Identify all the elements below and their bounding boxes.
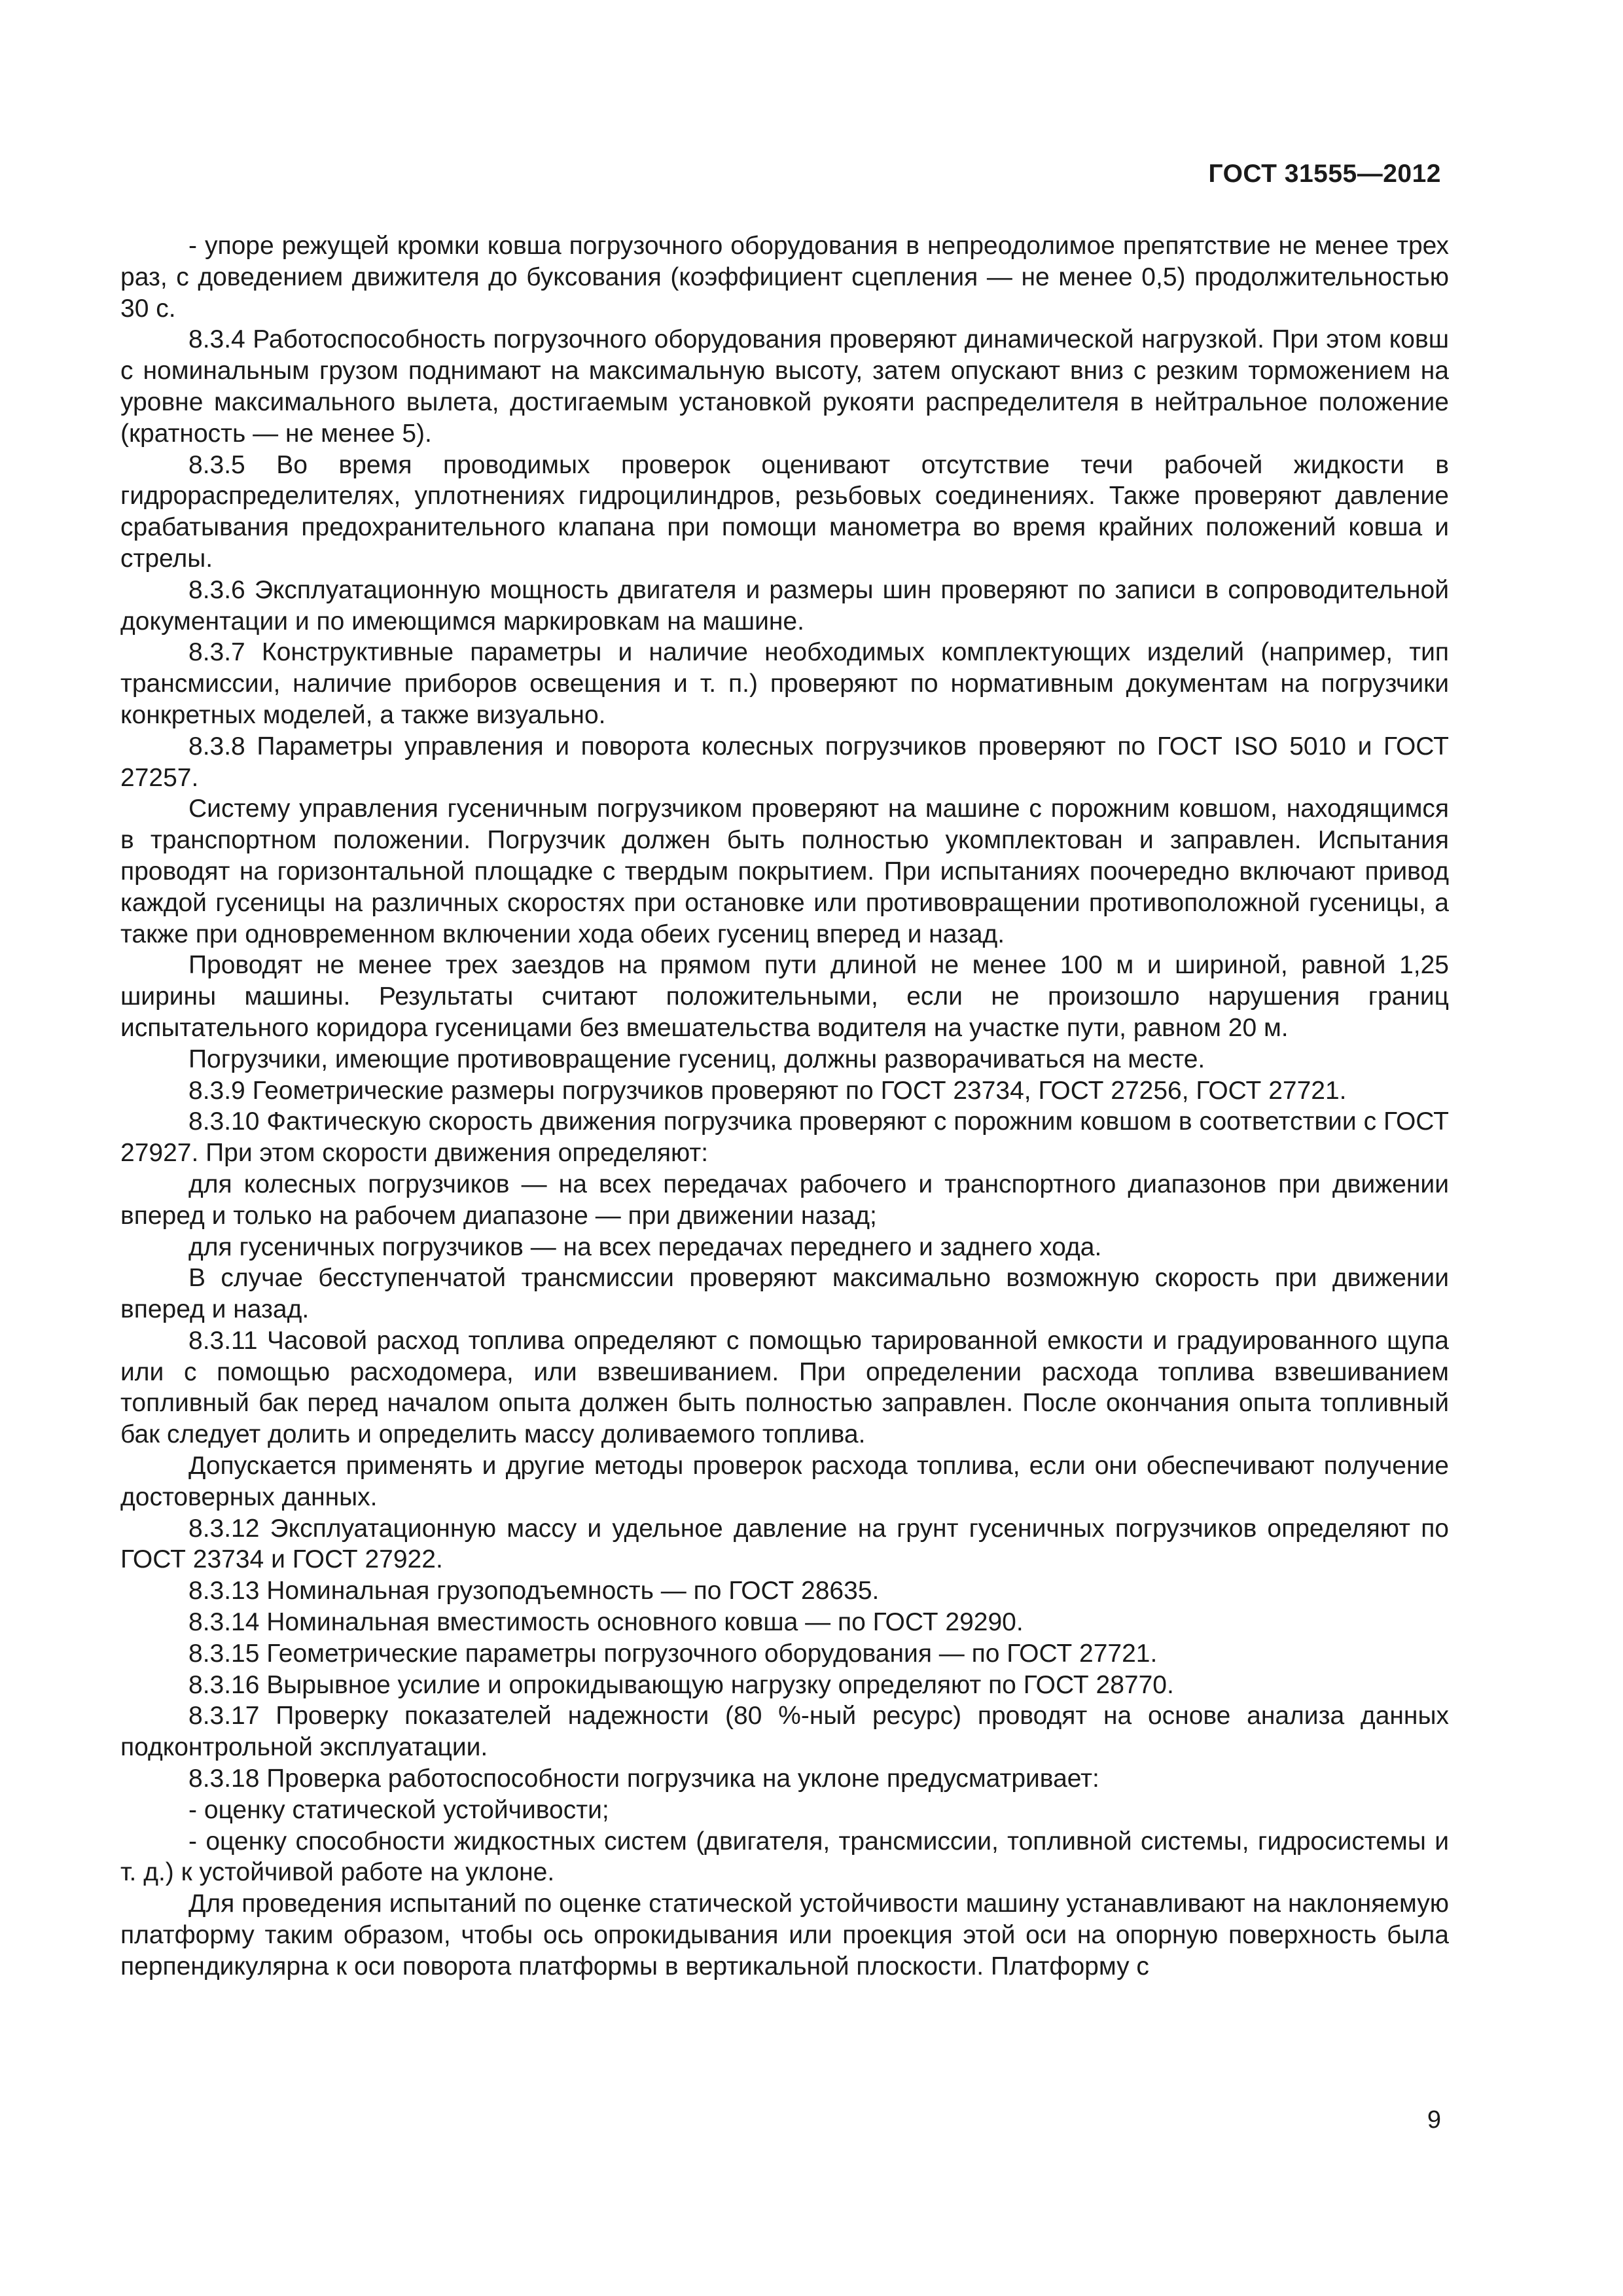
- paragraph-8-3-13: 8.3.13 Номинальная грузоподъемность — по ГОСТ 28635.: [188, 1577, 880, 1605]
- paragraph-wheeled-loaders: для колесных погрузчиков — на всех передачах рабочего и транспортного диапазонов при движении вперед и только на рабочем диапазоне — при движении назад;: [120, 1170, 1449, 1230]
- paragraph-8-3-9: 8.3.9 Геометрические размеры погрузчиков проверяют по ГОСТ 23734, ГОСТ 27256, ГОСТ 27721.: [188, 1076, 1347, 1105]
- paragraph-stability-test: Для проведения испытаний по оценке статической устойчивости машину устанавливают на наклоняемую платформу таким образом, чтобы ось опрокидывания или проекция этой оси на опорную поверхность была перпендикулярна к оси поворота платформы в вертикальной плоскости. Платформу с: [120, 1890, 1449, 1981]
- paragraph-counter-rotation: Погрузчики, имеющие противовращение гусениц, должны разворачиваться на месте.: [188, 1045, 1205, 1073]
- paragraph-8-3-15: 8.3.15 Геометрические параметры погрузочного оборудования — по ГОСТ 27721.: [188, 1639, 1158, 1668]
- document-code: ГОСТ 31555—2012: [1208, 160, 1441, 188]
- paragraph-8-3-4: 8.3.4 Работоспособность погрузочного оборудования проверяют динамической нагрузкой. При этом ковш с номинальным грузом поднимают на максимальную высоту, затем опускают вниз с резким торможением на уровне максимального вылета, достигаемым установкой рукояти распределителя в нейтральное положение (кратность — не менее 5).: [120, 325, 1449, 448]
- paragraph-8-3-10: 8.3.10 Фактическую скорость движения погрузчика проверяют с порожним ковшом в соответствии с ГОСТ 27927. При этом скорости движения определяют:: [120, 1107, 1449, 1168]
- page-number: 9: [1427, 2106, 1441, 2134]
- paragraph-bullet-fluid-systems: - оценку способности жидкостных систем (двигателя, трансмиссии, топливной системы, гидросистемы и т. д.) к устойчивой работе на уклоне.: [120, 1827, 1449, 1887]
- paragraph-bullet-bucket-stop: - упоре режущей кромки ковша погрузочного оборудования в непреодолимое препятствие не менее трех раз, с доведением движителя до буксования (коэффициент сцепления — не менее 0,5) продолжительностью 30 с.: [120, 232, 1449, 323]
- paragraph-8-3-14: 8.3.14 Номинальная вместимость основного ковша — по ГОСТ 29290.: [188, 1608, 1024, 1637]
- paragraph-bullet-static-stability: - оценку статической устойчивости;: [188, 1795, 609, 1824]
- paragraph-8-3-16: 8.3.16 Вырывное усилие и опрокидывающую нагрузку определяют по ГОСТ 28770.: [188, 1670, 1174, 1699]
- paragraph-8-3-12: 8.3.12 Эксплуатационную массу и удельное давление на грунт гусеничных погрузчиков определяют по ГОСТ 23734 и ГОСТ 27922.: [120, 1514, 1449, 1574]
- paragraph-other-methods: Допускается применять и другие методы проверок расхода топлива, если они обеспечивают получение достоверных данных.: [120, 1452, 1449, 1511]
- paragraph-8-3-11: 8.3.11 Часовой расход топлива определяют с помощью тарированной емкости и градуированного щупа или с помощью расходомера, или взвешиванием. При определении расхода топлива взвешиванием топливный бак перед началом опыта должен быть полностью заправлен. После окончания опыта топливный бак следует долить и определить массу доливаемого топлива.: [120, 1326, 1449, 1449]
- paragraph-8-3-8: 8.3.8 Параметры управления и поворота колесных погрузчиков проверяют по ГОСТ ISO 5010 и ГОСТ 27257.: [120, 732, 1449, 792]
- paragraph-runs: Проводят не менее трех заездов на прямом пути длиной не менее 100 м и шириной, равной 1,25 ширины машины. Результаты считают положительными, если не произошло нарушения границ испытательного коридора гусеницами без вмешательства водителя на участке пути, равном 20 м.: [120, 951, 1449, 1042]
- paragraph-8-3-6: 8.3.6 Эксплуатационную мощность двигателя и размеры шин проверяют по записи в сопроводительной документации и по имеющимся маркировкам на машине.: [120, 575, 1449, 636]
- paragraph-tracked-loaders: для гусеничных погрузчиков — на всех передачах переднего и заднего хода.: [188, 1232, 1102, 1261]
- paragraph-stepless-transmission: В случае бесступенчатой трансмиссии проверяют максимально возможную скорость при движении вперед и назад.: [120, 1264, 1449, 1324]
- paragraph-8-3-18: 8.3.18 Проверка работоспособности погрузчика на уклоне предусматривает:: [188, 1765, 1099, 1793]
- paragraph-tracked-control: Систему управления гусеничным погрузчиком проверяют на машине с порожним ковшом, находящимся в транспортном положении. Погрузчик должен быть полностью укомплектован и заправлен. Испытания проводят на горизонтальной площадке с твердым покрытием. При испытаниях поочередно включают привод каждой гусеницы на различных скоростях при остановке или противовращении противоположной гусеницы, а также при одновременном включении хода обеих гусениц вперед и назад.: [120, 795, 1449, 948]
- body-text: [120, 230, 1449, 1982]
- paragraph-8-3-17: 8.3.17 Проверку показателей надежности (80 %-ный ресурс) проводят на основе анализа данных подконтрольной эксплуатации.: [120, 1702, 1449, 1762]
- paragraph-8-3-5: 8.3.5 Во время проводимых проверок оценивают отсутствие течи рабочей жидкости в гидрораспределителях, уплотнениях гидроцилиндров, резьбовых соединениях. Также проверяют давление срабатывания предохранительного клапана при помощи манометра во время крайних положений ковша и стрелы.: [120, 450, 1449, 573]
- paragraph-8-3-7: 8.3.7 Конструктивные параметры и наличие необходимых комплектующих изделий (например, тип трансмиссии, наличие приборов освещения и т. п.) проверяют по нормативным документам на погрузчики конкретных моделей, а также визуально.: [120, 638, 1449, 729]
